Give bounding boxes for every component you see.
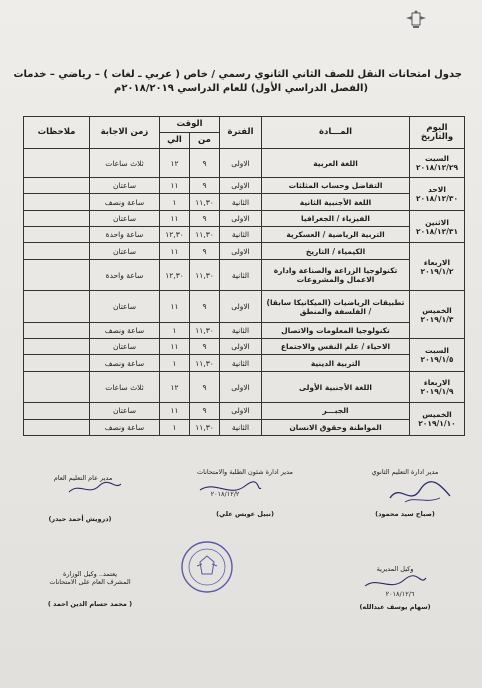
notes-cell [24,419,90,435]
from-cell: ٩ [190,291,220,323]
duration-cell: ساعة واحدة [90,227,160,243]
table-row [24,291,465,323]
notes-cell [24,243,90,259]
signature-title: مدير ادارة شئون الطلبة والامتحانات [196,468,294,476]
from-cell: ٩ [190,371,220,403]
day-cell [410,210,465,243]
day-date: ٢٠١٩/١/٥ [420,354,454,364]
table-row [24,227,465,243]
to-cell: ١٢,٣٠ [160,227,190,243]
period-cell: الثانية [220,322,262,338]
table-row [24,178,465,194]
from-cell: ٩ [190,149,220,178]
period-cell: الثانية [220,419,262,435]
table-row [24,371,465,403]
from-cell: ١١,٣٠ [190,355,220,371]
eagle-emblem-icon [402,10,430,30]
day-date: ٢٠١٩/١/٩ [420,387,454,397]
document-header [13,68,462,96]
duration-cell: ساعتان [90,403,160,419]
to-cell: ١١ [160,210,190,226]
day-name: السبت [424,345,450,355]
signature-title: مدير عام التعليم العام [53,474,113,482]
to-cell: ١ [160,194,190,210]
notes-cell [24,259,90,291]
period-cell: الاولى [220,403,262,419]
subject-cell: تكنولوجيا الزراعة والصناعة وادارة الاعمال والمشروعات [262,259,410,291]
signature-scribble-icon [65,478,125,500]
header-day: اليوم والتاريخ [410,117,465,149]
to-cell: ١ [160,355,190,371]
to-cell: ١١ [160,291,190,323]
header-from: من [190,133,220,149]
from-cell: ١١,٣٠ [190,194,220,210]
subject-cell: المواطنة وحقوق الانسان [262,419,410,435]
day-name: الخميس [422,410,452,420]
notes-cell [24,178,90,194]
signature-name: (صباح سيد محمود) [375,510,435,518]
table-row [24,149,465,178]
day-cell [410,149,465,178]
header-time: الوقت [160,117,220,133]
notes-cell [24,355,90,371]
day-cell [410,178,465,211]
table-row [24,259,465,291]
day-date: ٢٠١٩/١/٢ [420,266,454,276]
day-name: الاحد [428,184,446,194]
from-cell: ٩ [190,339,220,355]
notes-cell [24,371,90,403]
subject-cell: اللغة العربية [262,149,410,178]
day-cell [410,403,465,436]
duration-cell: ساعة ونصف [90,194,160,210]
day-date: ٢٠١٩/١/٣ [420,314,454,324]
subject-cell: اللغة الأجنبية الثانية [262,194,410,210]
subject-cell: الاحياء / علم النفس والاجتماع [262,339,410,355]
period-cell: الاولى [220,339,262,355]
signature-title: مدير ادارة التعليم الثانوي [371,468,439,476]
table-row [24,403,465,419]
table-row [24,322,465,338]
header-line-2: (الفصل الدراسي الأول) للعام الدراسي ٢٠١٨/٢٠١٩م [113,83,369,94]
duration-cell: ساعة ونصف [90,419,160,435]
notes-cell [24,227,90,243]
period-cell: الاولى [220,178,262,194]
period-cell: الاولى [220,243,262,259]
day-date: ٢٠١٨/١٢/٢٩ [415,163,459,173]
signature-scribble-icon [385,478,455,508]
notes-cell [24,403,90,419]
period-cell: الثانية [220,355,262,371]
notes-cell [24,322,90,338]
subject-cell: التفاضل وحساب المثلثات [262,178,410,194]
to-cell: ١١ [160,339,190,355]
from-cell: ١١,٣٠ [190,227,220,243]
day-name: الاثنين [425,217,449,227]
signature-name: (درويش أحمد حيدر) [48,515,112,523]
notes-cell [24,149,90,178]
period-cell: الاولى [220,371,262,403]
to-cell: ١٢ [160,149,190,178]
duration-cell: ساعتان [90,210,160,226]
header-line-1: جدول امتحانات النقل للصف الثاني الثانوي رسمي / خاص ( عربي ـ لغات ) – رياضي – خدمات [13,69,462,80]
signature-name: (نبيل عويس علي) [216,510,274,518]
duration-cell: ساعتان [90,291,160,323]
duration-cell: ثلاث ساعات [90,149,160,178]
day-name: الخميس [422,305,452,315]
table-row [24,419,465,435]
duration-cell: ثلاث ساعات [90,371,160,403]
table-row [24,210,465,226]
exam-schedule-table [23,116,465,436]
from-cell: ٩ [190,403,220,419]
subject-cell: التربية الدينية [262,355,410,371]
day-name: الاربعاء [423,378,451,388]
to-cell: ١٢,٣٠ [160,259,190,291]
table-row [24,355,465,371]
subject-cell: الكيمياء / التاريخ [262,243,410,259]
subject-cell: اللغة الأجنبية الأولى [262,371,410,403]
from-cell: ٩ [190,178,220,194]
notes-cell [24,291,90,323]
period-cell: الثانية [220,194,262,210]
header-period: الفترة [220,117,262,149]
signature-title: المشرف العام على الامتحانات [49,578,131,586]
signature-date: ٢٠١٨/١٢/٦ [385,590,415,598]
to-cell: ١ [160,322,190,338]
day-cell [410,339,465,372]
from-cell: ١١,٣٠ [190,259,220,291]
period-cell: الثانية [220,259,262,291]
subject-cell: الفيزياء / الجغرافيا [262,210,410,226]
signature-block-student-affairs [180,468,310,476]
signature-name: (سهام يوسف عبدالله) [359,603,431,611]
signature-title: وكيل المديرية [376,565,414,573]
header-notes: ملاحظات [24,117,90,149]
signature-name: ( محمد حسام الدين احمد ) [47,600,133,608]
day-date: ٢٠١٩/١/١٠ [418,419,456,429]
from-cell: ١١,٣٠ [190,419,220,435]
signature-block-ministry-deputy [25,570,155,586]
signature-title: يعتمد.. وكيل الوزارة [62,570,118,578]
day-cell [410,371,465,403]
duration-cell: ساعتان [90,178,160,194]
notes-cell [24,194,90,210]
signature-block-secondary-ed [335,468,475,476]
period-cell: الثانية [220,227,262,243]
day-cell [410,243,465,291]
day-name: السبت [424,154,450,164]
header-subject: المـــادة [262,117,410,149]
from-cell: ٩ [190,243,220,259]
subject-cell: الجبـــر [262,403,410,419]
official-seal-icon [180,540,234,594]
duration-cell: ساعتان [90,339,160,355]
table-row [24,243,465,259]
duration-cell: ساعة واحدة [90,259,160,291]
day-name: الاربعاء [423,257,451,267]
duration-cell: ساعة ونصف [90,322,160,338]
duration-cell: ساعة ونصف [90,355,160,371]
to-cell: ١٢ [160,371,190,403]
subject-cell: تطبيقات الرياضيات (الميكانيكا سابقا) / الفلسفة والمنطق [262,291,410,323]
to-cell: ١١ [160,178,190,194]
from-cell: ٩ [190,210,220,226]
day-date: ٢٠١٨/١٢/٣٠ [415,193,459,203]
day-date: ٢٠١٨/١٢/٣١ [415,226,459,236]
header-to: الي [160,133,190,149]
period-cell: الاولى [220,149,262,178]
subject-cell: التربية الرياضية / العسكرية [262,227,410,243]
to-cell: ١١ [160,243,190,259]
from-cell: ١١,٣٠ [190,322,220,338]
notes-cell [24,339,90,355]
table-row [24,194,465,210]
signature-date: ٢٠١٨/١٢/٢ [210,490,240,498]
table-row [24,339,465,355]
header-duration: زمن الاجابة [90,117,160,149]
notes-cell [24,210,90,226]
to-cell: ١١ [160,403,190,419]
day-cell [410,291,465,339]
period-cell: الاولى [220,291,262,323]
subject-cell: تكنولوجيا المعلومات والاتصال [262,322,410,338]
period-cell: الاولى [220,210,262,226]
to-cell: ١ [160,419,190,435]
duration-cell: ساعتان [90,243,160,259]
